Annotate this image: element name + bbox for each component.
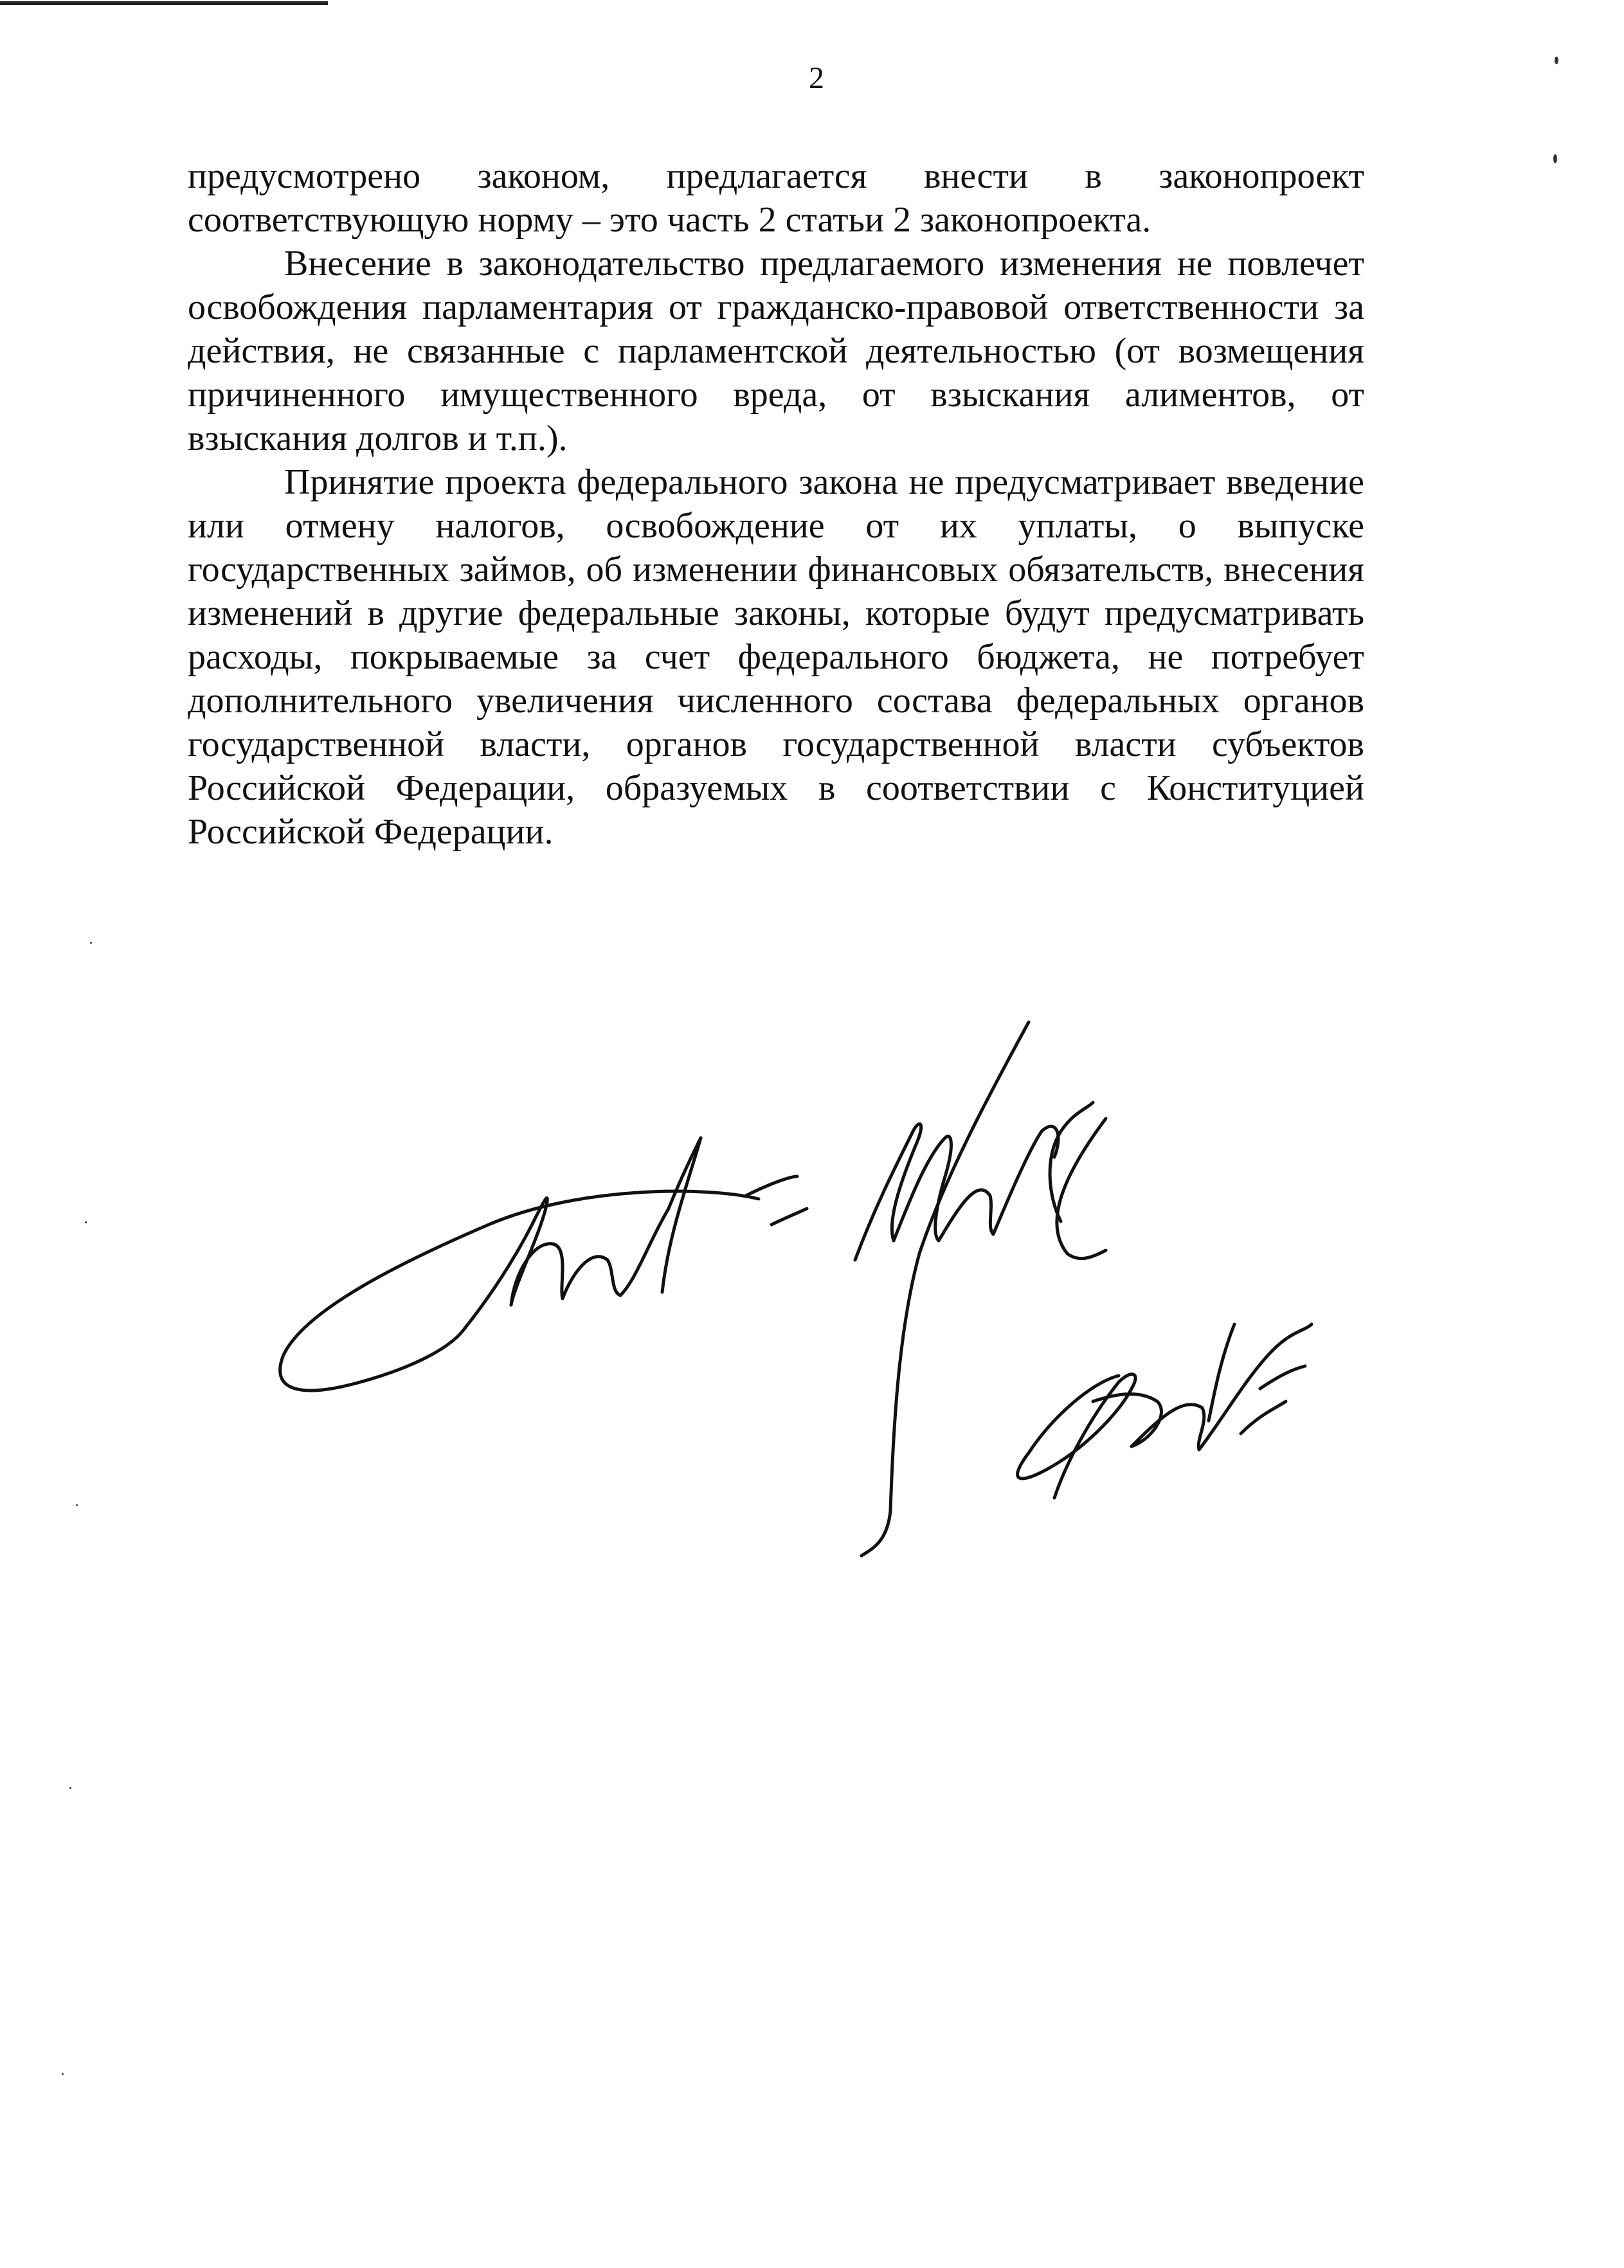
- scan-speck: [69, 1787, 71, 1789]
- body-text: [188, 154, 1364, 854]
- page-number: 2: [809, 61, 824, 95]
- scan-speck: [90, 942, 92, 944]
- top-rule: [0, 1, 328, 5]
- paragraph-2: Внесение в законодательство предлагаемого изменения не повлечет освобождения парламентария от гражданско-правовой ответственности за действия, не связанные с парламентской деятельностью (от возмещения причиненного имущественного вреда, от взыскания алиментов, от взыскания долгов и т.п.).: [188, 244, 1364, 458]
- paragraph-1: предусмотрено законом, предлагается внести в законопроект соответствующую норму – это часть 2 статьи 2 законопроекта.: [188, 156, 1364, 240]
- signature-1: [280, 1138, 807, 1390]
- scan-speck: [76, 1504, 78, 1506]
- scan-speck: [85, 1221, 87, 1223]
- scan-speck: [1555, 57, 1558, 64]
- scan-speck: [62, 2073, 64, 2075]
- signature-2: [855, 1022, 1106, 1556]
- paragraph-3: Принятие проекта федерального закона не предусматривает введение или отмену налогов, освобождение от их уплаты, о выпуске государственных займов, об изменении финансовых обязательств, внесения изменений в другие федеральные законы, которые будут предусматривать расходы, покрываемые за счет федерального бюджета, не потребует дополнительного увеличения численного состава федеральных органов государственной власти, органов государственной власти субъектов Российской Федерации, образуемых в соответствии с Конституцией Российской Федерации.: [188, 462, 1364, 852]
- signature-3: [1018, 1324, 1312, 1498]
- scan-speck: [1553, 154, 1557, 163]
